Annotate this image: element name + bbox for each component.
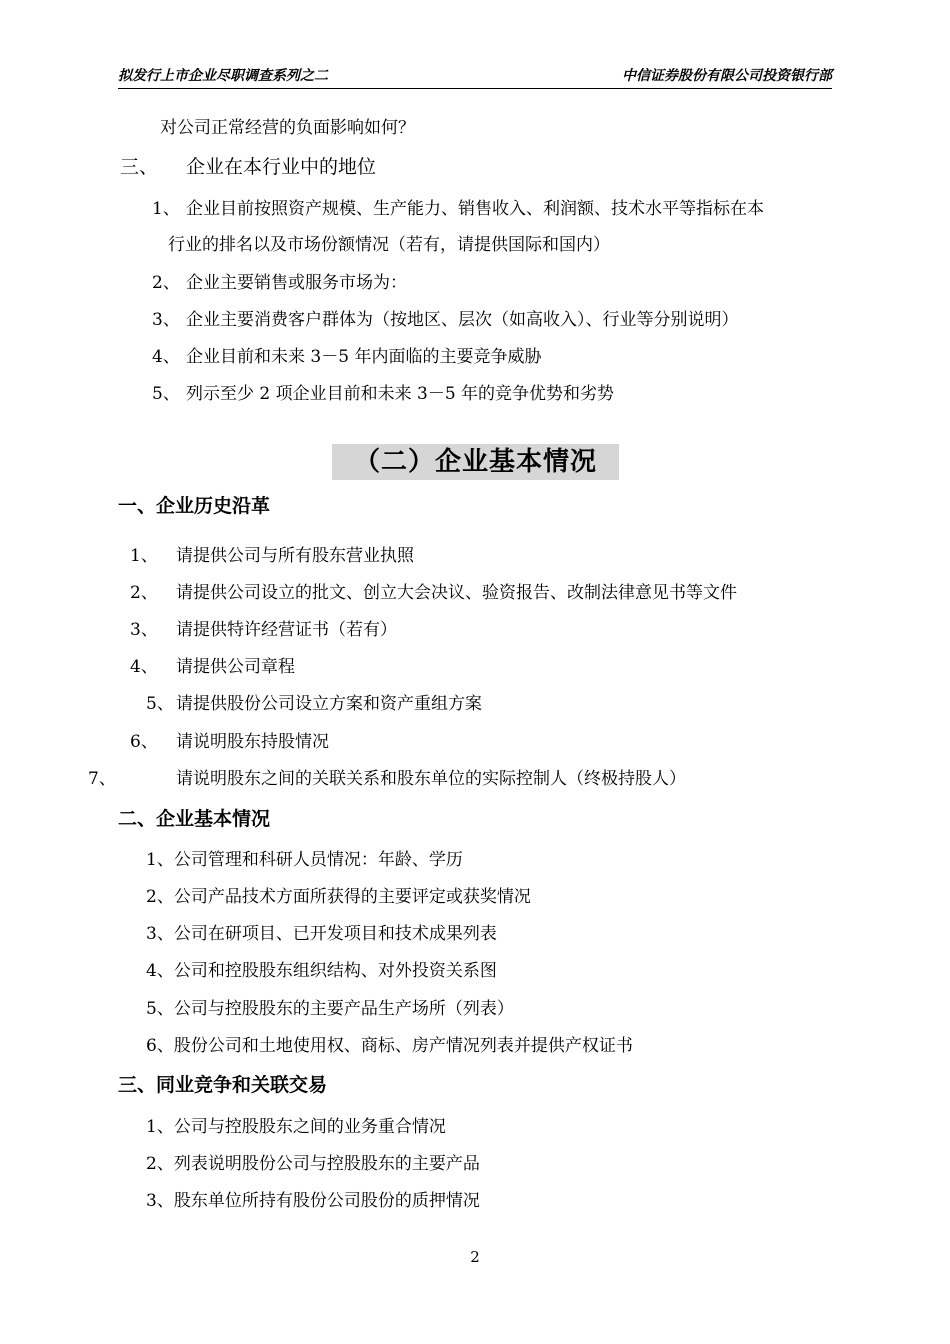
part2-item: 2、公司产品技术方面所获得的主要评定或获奖情况 — [146, 887, 531, 907]
header-divider — [118, 88, 832, 89]
part3-item: 3、股东单位所持有股份公司股份的质押情况 — [146, 1191, 480, 1211]
section3-item-text: 列示至少 2 项企业目前和未来 3－5 年的竞争优势和劣势 — [186, 384, 615, 404]
section3-item-text: 企业目前按照资产规模、生产能力、销售收入、利润额、技术水平等指标在本 — [186, 199, 764, 219]
part1-item-text: 请提供公司与所有股东营业执照 — [176, 546, 414, 566]
part1-item-num: 5、 — [146, 694, 174, 714]
part1-item-text: 请提供特许经营证书（若有） — [176, 620, 397, 640]
section3-item-continuation: 行业的排名以及市场份额情况（若有，请提供国际和国内） — [168, 235, 610, 255]
section3-item-num: 1、 — [152, 199, 180, 219]
part2-item: 6、股份公司和土地使用权、商标、房产情况列表并提供产权证书 — [146, 1036, 633, 1056]
part1-item-num: 2、 — [130, 583, 158, 603]
section3-item-text: 企业主要消费客户群体为（按地区、层次（如高收入）、行业等分别说明） — [186, 310, 739, 330]
part1-item-num: 7、 — [88, 769, 116, 789]
section3-item-num: 4、 — [152, 347, 180, 367]
part1-item-num: 1、 — [130, 546, 158, 566]
part1-item-num: 3、 — [130, 620, 158, 640]
part2-item: 3、公司在研项目、已开发项目和技术成果列表 — [146, 924, 497, 944]
part2-item: 1、公司管理和科研人员情况：年龄、学历 — [146, 850, 463, 870]
part2-item: 5、公司与控股股东的主要产品生产场所（列表） — [146, 999, 514, 1019]
header-right-title: 中信证券股份有限公司投资银行部 — [622, 68, 832, 84]
section3-item-num: 2、 — [152, 273, 180, 293]
part1-item-text: 请说明股东之间的关联关系和股东单位的实际控制人（终极持股人） — [176, 769, 686, 789]
part3-title: 三、同业竞争和关联交易 — [118, 1074, 328, 1096]
part3-item: 1、公司与控股股东之间的业务重合情况 — [146, 1117, 446, 1137]
part1-item-num: 6、 — [130, 732, 158, 752]
part1-item-text: 请提供公司章程 — [176, 657, 295, 677]
section3-item-num: 5、 — [152, 384, 180, 404]
section3-item-num: 3、 — [152, 310, 180, 330]
part2-title: 二、企业基本情况 — [118, 808, 271, 830]
part3-item: 2、列表说明股份公司与控股股东的主要产品 — [146, 1154, 480, 1174]
section3-number: 三、 — [120, 156, 159, 178]
main-section-title: （二）企业基本情况 — [332, 444, 619, 480]
part1-item-num: 4、 — [130, 657, 158, 677]
part1-item-text: 请说明股东持股情况 — [176, 732, 329, 752]
section3-item-text: 企业目前和未来 3－5 年内面临的主要竞争威胁 — [186, 347, 542, 367]
section3-title: 企业在本行业中的地位 — [186, 156, 377, 178]
part1-item-text: 请提供股份公司设立方案和资产重组方案 — [176, 694, 482, 714]
intro-line: 对公司正常经营的负面影响如何？ — [160, 118, 415, 138]
part1-title: 一、企业历史沿革 — [118, 495, 271, 517]
header-left-title: 拟发行上市企业尽职调查系列之二 — [118, 68, 328, 84]
part2-item: 4、公司和控股股东组织结构、对外投资关系图 — [146, 961, 497, 981]
page-number: 2 — [470, 1248, 480, 1266]
part1-item-text: 请提供公司设立的批文、创立大会决议、验资报告、改制法律意见书等文件 — [176, 583, 737, 603]
section3-item-text: 企业主要销售或服务市场为： — [186, 273, 407, 293]
